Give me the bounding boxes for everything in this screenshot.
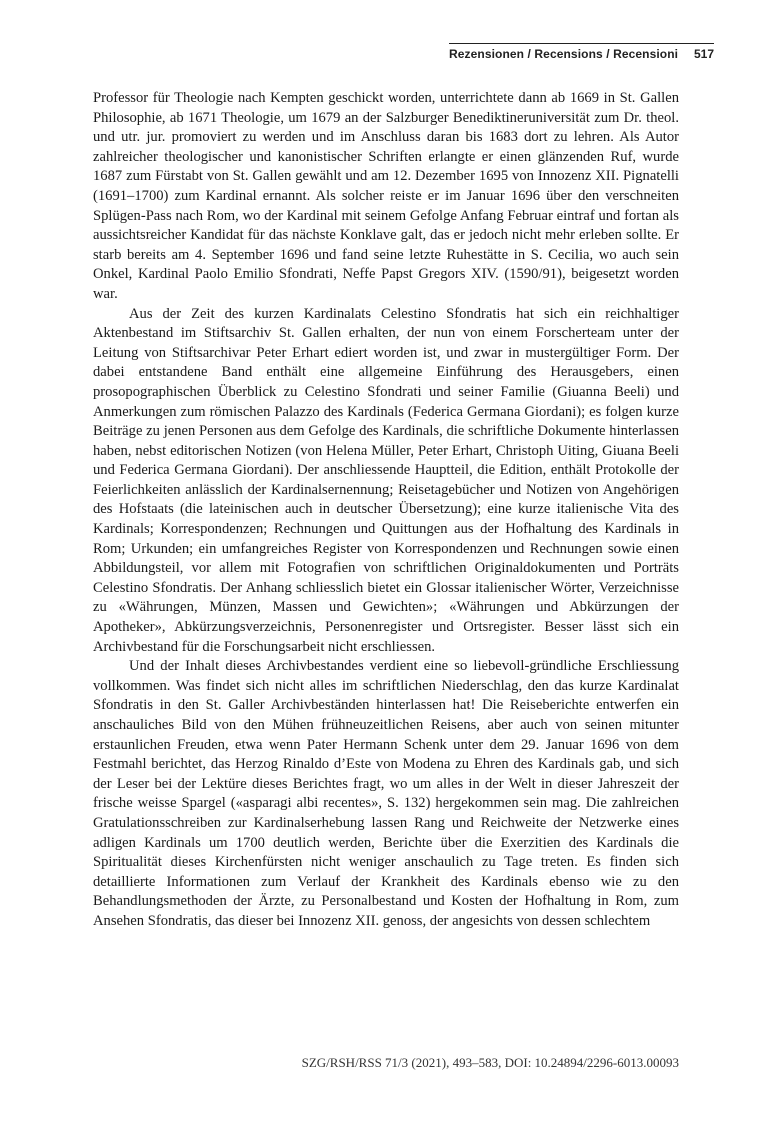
citation-footer: SZG/RSH/RSS 71/3 (2021), 493–583, DOI: 10.24894/2296-6013.00093 — [301, 1055, 679, 1070]
paragraph-3: Und der Inhalt dieses Archivbestandes verdient eine so liebevoll-gründliche Erschliessung vollkommen. Was findet sich nicht alles im schriftlichen Niederschlag, den das kurze Kardinalat Sfondratis in den St. Galler Archivbeständen hinterlassen hat! Die Reiseberichte entwerfen ein anschauliches Bild von den Mühen frühneuzeitlichen Reisens, aber auch von seinen mitunter erstaunlichen Freuden, etwa wenn Pater Hermann Schenk unter dem 29. Januar 1696 von dem Festmahl berichtet, das Herzog Rinaldo d’Este von Modena zu Ehren des Kardinals gab, und sich der Leser bei der Lektüre dieses Berichtes fragt, wo um alles in der Welt in dieser Jahreszeit der frische weisse Spargel («asparagi albi recentes», S. 132) hergekommen sein mag. Die zahlreichen Gratulationsschreiben zur Kardinalserhebung lassen Rang und Reichweite der Netzwerke eines adligen Kardinals um 1700 deutlich werden, Berichte über die Exerzitien des Kardinals die Spiritualität dieses Kirchenfürsten nicht weniger anschaulich zu Tage treten. Es finden sich detaillierte Informationen zum Verlauf der Krankheit des Kardinals ebenso wie zu den Behandlungsmethoden der Ärzte, zu Personalbestand und Kosten der Hofhaltung in Rom, zum Ansehen Sfondratis, das dieser bei Innozenz XII. genoss, der angesichts von dessen schlechtem — [93, 658, 679, 929]
running-header — [449, 43, 714, 61]
paragraph-2: Aus der Zeit des kurzen Kardinalats Celestino Sfondratis hat sich ein reichhaltiger Aktenbestand im Stiftsarchiv St. Gallen erhalten, der nun von einem Forscherteam unter der Leitung von Stiftsarchivar Peter Erhart ediert worden ist, und zwar in mustergültiger Form. Der dabei entstandene Band enthält eine allgemeine Einführung des Herausgebers, einen prosopographischen Überblick zu Celestino Sfondrati und seiner Familie (Giuanna Beeli) und Anmerkungen zum römischen Palazzo des Kardinals (Federica Germana Giordani); es folgen kurze Beiträge zu jenen Personen aus dem Gefolge des Kardinals, die schriftliche Dokumente hinterlassen haben, nebst editorischen Notizen (von Helena Müller, Peter Erhart, Christoph Uiting, Giuana Beeli und Federica Germana Giordani). Der anschliessende Hauptteil, die Edition, enthält Protokolle der Feierlichkeiten anlässlich der Kardinalsernennung; Reisetagebücher und Notizen von Angehörigen des Hofstaats (die lateinischen auch in deutscher Übersetzung); eine kurze italienische Vita des Kardinals; Korrespondenzen; Rechnungen und Quittungen aus der Hofhaltung des Kardinals in Rom; Urkunden; ein umfangreiches Register von Korrespondenzen und Rechnungen sowie einen Abbildungsteil, vor allem mit Fotografien von schriftlichen Originaldokumenten und Porträts Celestino Sfondratis. Der Anhang schliesslich bietet ein Glossar italienischer Wörter, Verzeichnisse zu «Währungen, Münzen, Massen und Gewichten»; «Währungen und Abkürzungen der Apotheker», Abkürzungsverzeichnis, Personenregister und Ortsregister. Besser lässt sich ein Archivbestand für die Forschungsarbeit nicht erschliessen. — [93, 305, 679, 655]
paragraph-1: Professor für Theologie nach Kempten geschickt worden, unterrichtete dann ab 1669 in St. Gallen Philosophie, ab 1671 Theologie, um 1679 an der Salzburger Benediktineruniversität zum Dr. theol. und utr. jur. promoviert zu werden und im Anschluss daran bis 1683 dort zu lehren. Als Autor zahlreicher theologischer und kanonistischer Schriften erlangte er einen glänzenden Ruf, wurde 1687 zum Fürstabt von St. Gallen gewählt und am 12. Dezember 1695 von Innozenz XII. Pignatelli (1691–1700) zum Kardinal ernannt. Als solcher reiste er im Januar 1696 über den verschneiten Splügen-Pass nach Rom, wo der Kardinal mit seinem Gefolge Anfang Februar eintraf und fortan als aussichtsreicher Kandidat für das nächste Konklave galt, das er jedoch nicht mehr erleben sollte. Er starb bereits am 4. September 1696 und fand seine letzte Ruhestätte in S. Cecilia, wo auch sein Onkel, Kardinal Paolo Emilio Sfondrati, Neffe Papst Gregors XIV. (1590/91), beigesetzt worden war. — [93, 90, 679, 302]
running-header-title: Rezensionen / Recensions / Recensioni — [449, 47, 679, 61]
body-text — [93, 89, 679, 932]
page-number: 517 — [693, 47, 714, 61]
